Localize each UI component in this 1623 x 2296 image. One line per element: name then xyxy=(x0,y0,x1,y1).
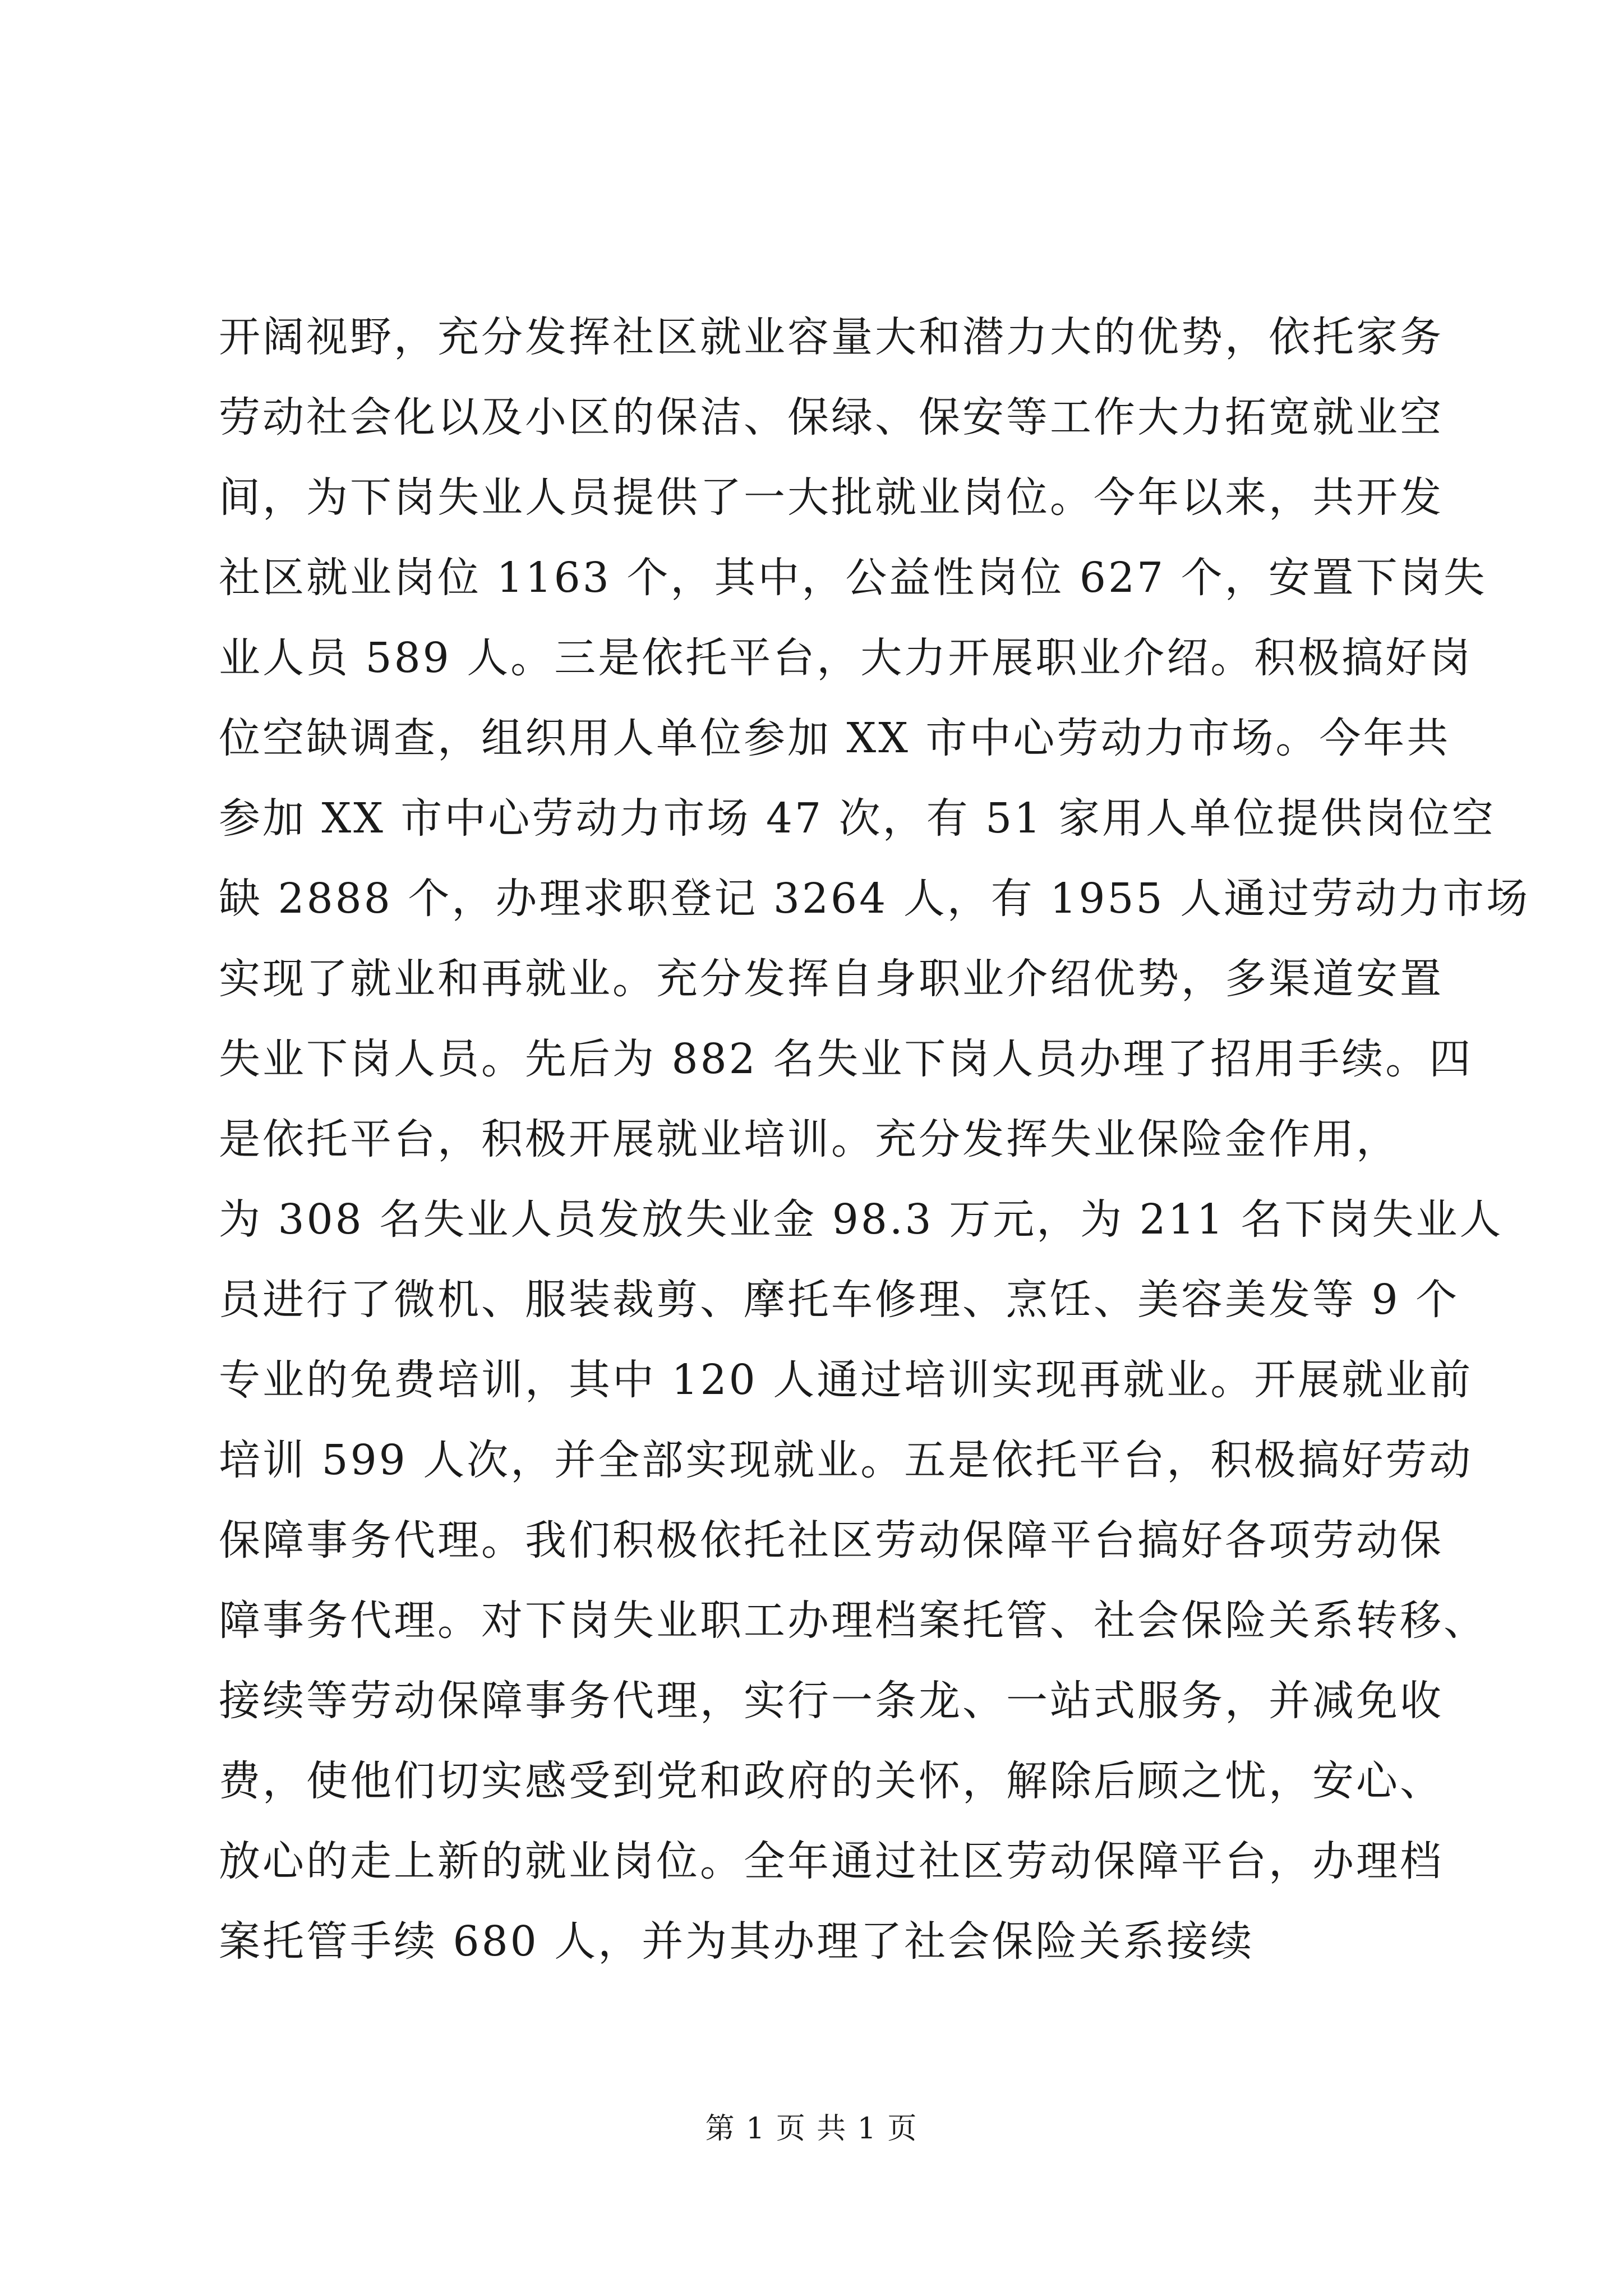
text-line: 失业下岗人员。先后为 882 名失业下岗人员办理了招用手续。四 xyxy=(219,1035,1473,1083)
text-line: 社区就业岗位 1163 个，其中，公益性岗位 627 个，安置下岗失 xyxy=(219,554,1487,602)
text-line: 缺 2888 个，办理求职登记 3264 人，有 1955 人通过劳动力市场 xyxy=(219,875,1530,923)
text-line: 参加 XX 市中心劳动力市场 47 次，有 51 家用人单位提供岗位空 xyxy=(219,794,1496,843)
text-line: 是依托平台，积极开展就业培训。充分发挥失业保险金作用， xyxy=(219,1115,1400,1163)
text-line: 案托管手续 680 人，并为其办理了社会保险关系接续 xyxy=(219,1917,1255,1966)
text-line: 劳动社会化以及小区的保洁、保绿、保安等工作大力拓宽就业空 xyxy=(219,393,1444,441)
text-line: 开阔视野，充分发挥社区就业容量大和潜力大的优势，依托家务 xyxy=(219,313,1444,361)
text-line: 员进行了微机、服装裁剪、摩托车修理、烹饪、美容美发等 9 个 xyxy=(219,1276,1460,1324)
text-line: 放心的走上新的就业岗位。全年通过社区劳动保障平台，办理档 xyxy=(219,1837,1444,1885)
body-paragraph xyxy=(219,297,1530,1982)
text-line: 接续等劳动保障事务代理，实行一条龙、一站式服务，并减免收 xyxy=(219,1677,1444,1725)
page-number: 第 1 页 共 1 页 xyxy=(705,2112,918,2146)
text-line: 保障事务代理。我们积极依托社区劳动保障平台搞好各项劳动保 xyxy=(219,1516,1444,1565)
text-line: 障事务代理。对下岗失业职工办理档案托管、社会保险关系转移、 xyxy=(219,1596,1487,1645)
text-line: 位空缺调查，组织用人单位参加 XX 市中心劳动力市场。今年共 xyxy=(219,714,1451,762)
text-line: 实现了就业和再就业。充分发挥自身职业介绍优势，多渠道安置 xyxy=(219,955,1444,1003)
text-line: 费，使他们切实感受到党和政府的关怀，解除后顾之忧，安心、 xyxy=(219,1757,1444,1805)
text-line: 为 308 名失业人员发放失业金 98.3 万元，为 211 名下岗失业人 xyxy=(219,1195,1504,1244)
text-line: 业人员 589 人。三是依托平台，大力开展职业介绍。积极搞好岗 xyxy=(219,634,1473,682)
text-line: 专业的免费培训，其中 120 人通过培训实现再就业。开展就业前 xyxy=(219,1356,1473,1404)
page-footer xyxy=(0,2109,1623,2148)
text-line: 间，为下岗失业人员提供了一大批就业岗位。今年以来，共开发 xyxy=(219,473,1444,522)
text-line: 培训 599 人次，并全部实现就业。五是依托平台，积极搞好劳动 xyxy=(219,1436,1473,1484)
